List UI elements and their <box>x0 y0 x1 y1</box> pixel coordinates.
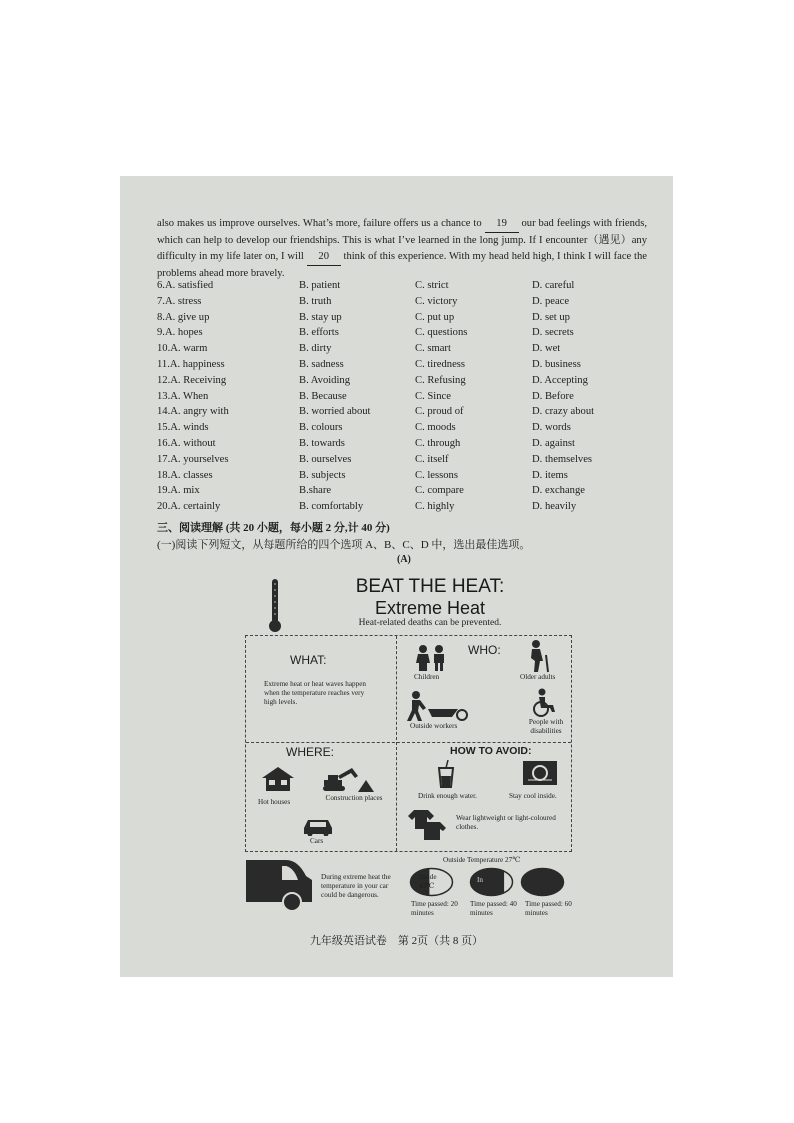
option-c: C. smart <box>415 343 451 355</box>
option-d: D. against <box>532 437 575 449</box>
option-row <box>157 438 657 454</box>
option-b: B. patient <box>299 280 341 291</box>
who-disabilities: People with disabilities <box>528 718 564 735</box>
option-row <box>157 375 657 391</box>
option-a: 16.A. without <box>157 437 216 449</box>
infographic-subtitle: Extreme Heat <box>374 598 486 618</box>
gauge-fill-60 <box>522 869 564 896</box>
infographic-grid <box>245 635 572 852</box>
option-c: C. Refusing <box>415 374 466 386</box>
option-d: D. Before <box>532 390 574 402</box>
temp-gauge-60-icon <box>520 867 565 897</box>
option-a: 18.A. classes <box>157 469 213 481</box>
option-a: 8.A. give up <box>157 311 210 323</box>
passage-part-1: also makes us improve ourselves. What’s more, failure offers us a chance to <box>157 218 482 229</box>
wheelchair-icon <box>530 688 560 718</box>
option-c: C. through <box>415 437 461 449</box>
option-row <box>157 359 657 375</box>
option-d: D. words <box>532 422 571 434</box>
grid-divider-vertical <box>396 636 397 851</box>
inside-short: In <box>477 876 483 884</box>
what-text: Extreme heat or heat waves happen when the temperature reaches very high levels. <box>264 680 366 706</box>
option-a: 9.A. hopes <box>157 327 203 339</box>
option-c: C. put up <box>415 311 455 323</box>
option-c: C. strict <box>415 280 449 291</box>
option-d: D. Accepting <box>532 374 588 386</box>
avoid-water: Drink enough water. <box>418 792 477 800</box>
option-b: B. colours <box>299 422 343 434</box>
option-a: 12.A. Receiving <box>157 374 227 386</box>
option-a: 14.A. angry with <box>157 406 229 418</box>
older-adult-icon <box>526 639 554 673</box>
option-row <box>157 501 657 517</box>
option-row <box>157 454 657 470</box>
option-b: B. efforts <box>299 327 339 339</box>
option-b: B. ourselves <box>299 453 352 465</box>
section-instruction: (一)阅读下列短文，从每题所给的四个选项 A、B、C、D 中，选出最佳选项。 <box>157 539 531 551</box>
option-a: 17.A. yourselves <box>157 453 229 465</box>
option-c: C. victory <box>415 295 458 307</box>
option-a: 10.A. warm <box>157 343 208 355</box>
option-b: B. dirty <box>299 343 332 355</box>
option-c: C. proud of <box>415 406 464 418</box>
car-side-icon <box>246 856 314 912</box>
option-row <box>157 422 657 438</box>
option-a: 20.A. certainly <box>157 501 221 513</box>
option-a: 19.A. mix <box>157 485 200 497</box>
outside-temp: Outside Temperature 27℃ <box>443 856 521 864</box>
option-a: 7.A. stress <box>157 295 202 307</box>
option-row <box>157 485 657 501</box>
time-40: Time passed: 40 minutes <box>470 900 517 917</box>
where-houses: Hot houses <box>258 798 291 806</box>
blank-19: 19 <box>485 216 519 233</box>
option-c: C. questions <box>415 327 468 339</box>
option-d: D. wet <box>532 343 561 355</box>
who-workers: Outside workers <box>410 722 458 730</box>
car-danger-text: During extreme heat the temperature in your car could be dangerous. <box>321 873 391 899</box>
who-children: Children <box>414 673 440 681</box>
option-row <box>157 343 657 359</box>
option-list <box>157 280 657 517</box>
option-d: D. careful <box>532 280 575 291</box>
option-b: B. comfortably <box>299 501 364 513</box>
option-row <box>157 470 657 486</box>
house-icon <box>260 766 296 792</box>
option-d: D. heavily <box>532 501 577 513</box>
passage-part-2: our bad feelings with friends, which can help to develop our friendships. This is what I’ve learned in the long jump. If I encounter（遇见）any difficulty in my life later on, I will <box>157 218 647 262</box>
option-b: B. worried about <box>299 406 371 418</box>
what-heading: WHAT: <box>290 653 327 667</box>
time-20: Time passed: 20 minutes <box>411 900 458 917</box>
option-b: B. towards <box>299 437 345 449</box>
option-d: D. items <box>532 469 568 481</box>
option-c: C. moods <box>415 422 456 434</box>
option-d: D. crazy about <box>532 406 595 418</box>
temp-gauge-40-icon <box>469 867 514 897</box>
exam-page <box>120 176 673 977</box>
option-c: C. compare <box>415 485 464 497</box>
option-c: C. lessons <box>415 469 458 481</box>
option-row <box>157 312 657 328</box>
water-cup-icon <box>436 760 456 788</box>
option-d: D. themselves <box>532 453 593 465</box>
outside-worker-icon <box>406 691 470 723</box>
option-c: C. itself <box>415 453 449 465</box>
option-a: 13.A. When <box>157 390 209 402</box>
where-construction: Construction places <box>325 794 383 802</box>
passage-part-3: think of this experience. With my head held high, I think I will face the problems ahead more bravely. <box>157 251 647 279</box>
inside-label: Inside <box>419 873 437 881</box>
grid-divider-horizontal <box>246 742 571 743</box>
option-b: B. truth <box>299 295 332 307</box>
option-d: D. set up <box>532 311 570 323</box>
avoid-heading: HOW TO AVOID: <box>450 745 532 757</box>
option-b: B. stay up <box>299 311 342 323</box>
blank-20: 20 <box>307 249 341 266</box>
option-a: 15.A. winds <box>157 422 209 434</box>
option-d: D. business <box>532 358 581 370</box>
option-c: C. highly <box>415 501 455 513</box>
option-d: D. peace <box>532 295 570 307</box>
option-d: D. secrets <box>532 327 574 339</box>
option-c: C. Since <box>415 390 451 402</box>
air-conditioner-icon <box>522 760 558 786</box>
infographic-note: Heat-related deaths can be prevented. <box>358 618 502 628</box>
time-60: Time passed: 60 minutes <box>525 900 572 917</box>
option-b: B.share <box>299 485 332 497</box>
passage-label: (A) <box>397 554 411 565</box>
where-heading: WHERE: <box>286 745 334 759</box>
option-row <box>157 280 657 296</box>
option-c: C. tiredness <box>415 358 466 370</box>
section-title: 三、阅读理解 (共 20 小题，每小题 2 分,计 40 分) <box>157 522 390 534</box>
avoid-clothes: Wear lightweight or light-coloured clothes. <box>456 814 556 831</box>
option-row <box>157 327 657 343</box>
option-b: B. Because <box>299 390 347 402</box>
where-cars: Cars <box>310 837 324 845</box>
option-row <box>157 406 657 422</box>
thermometer-icon <box>268 578 282 634</box>
page-footer: 九年级英语试卷 第 2页（共 8 页） <box>309 935 484 947</box>
option-row <box>157 296 657 312</box>
who-older: Older adults <box>520 673 556 681</box>
children-icon <box>414 644 448 672</box>
option-b: B. sadness <box>299 358 344 370</box>
clothes-icon <box>406 808 448 840</box>
option-b: B. Avoiding <box>299 374 351 386</box>
who-heading: WHO: <box>468 643 501 657</box>
infographic-title: BEAT THE HEAT: <box>355 576 505 597</box>
option-a: 11.A. happiness <box>157 358 225 370</box>
option-b: B. subjects <box>299 469 346 481</box>
car-icon <box>302 818 334 836</box>
excavator-icon <box>320 766 374 792</box>
option-a: 6.A. satisfied <box>157 280 214 291</box>
avoid-cool: Stay cool inside. <box>509 792 557 800</box>
option-row <box>157 391 657 407</box>
passage-text <box>157 216 647 282</box>
inside-temp: 43℃ <box>419 882 435 890</box>
option-d: D. exchange <box>532 485 585 497</box>
